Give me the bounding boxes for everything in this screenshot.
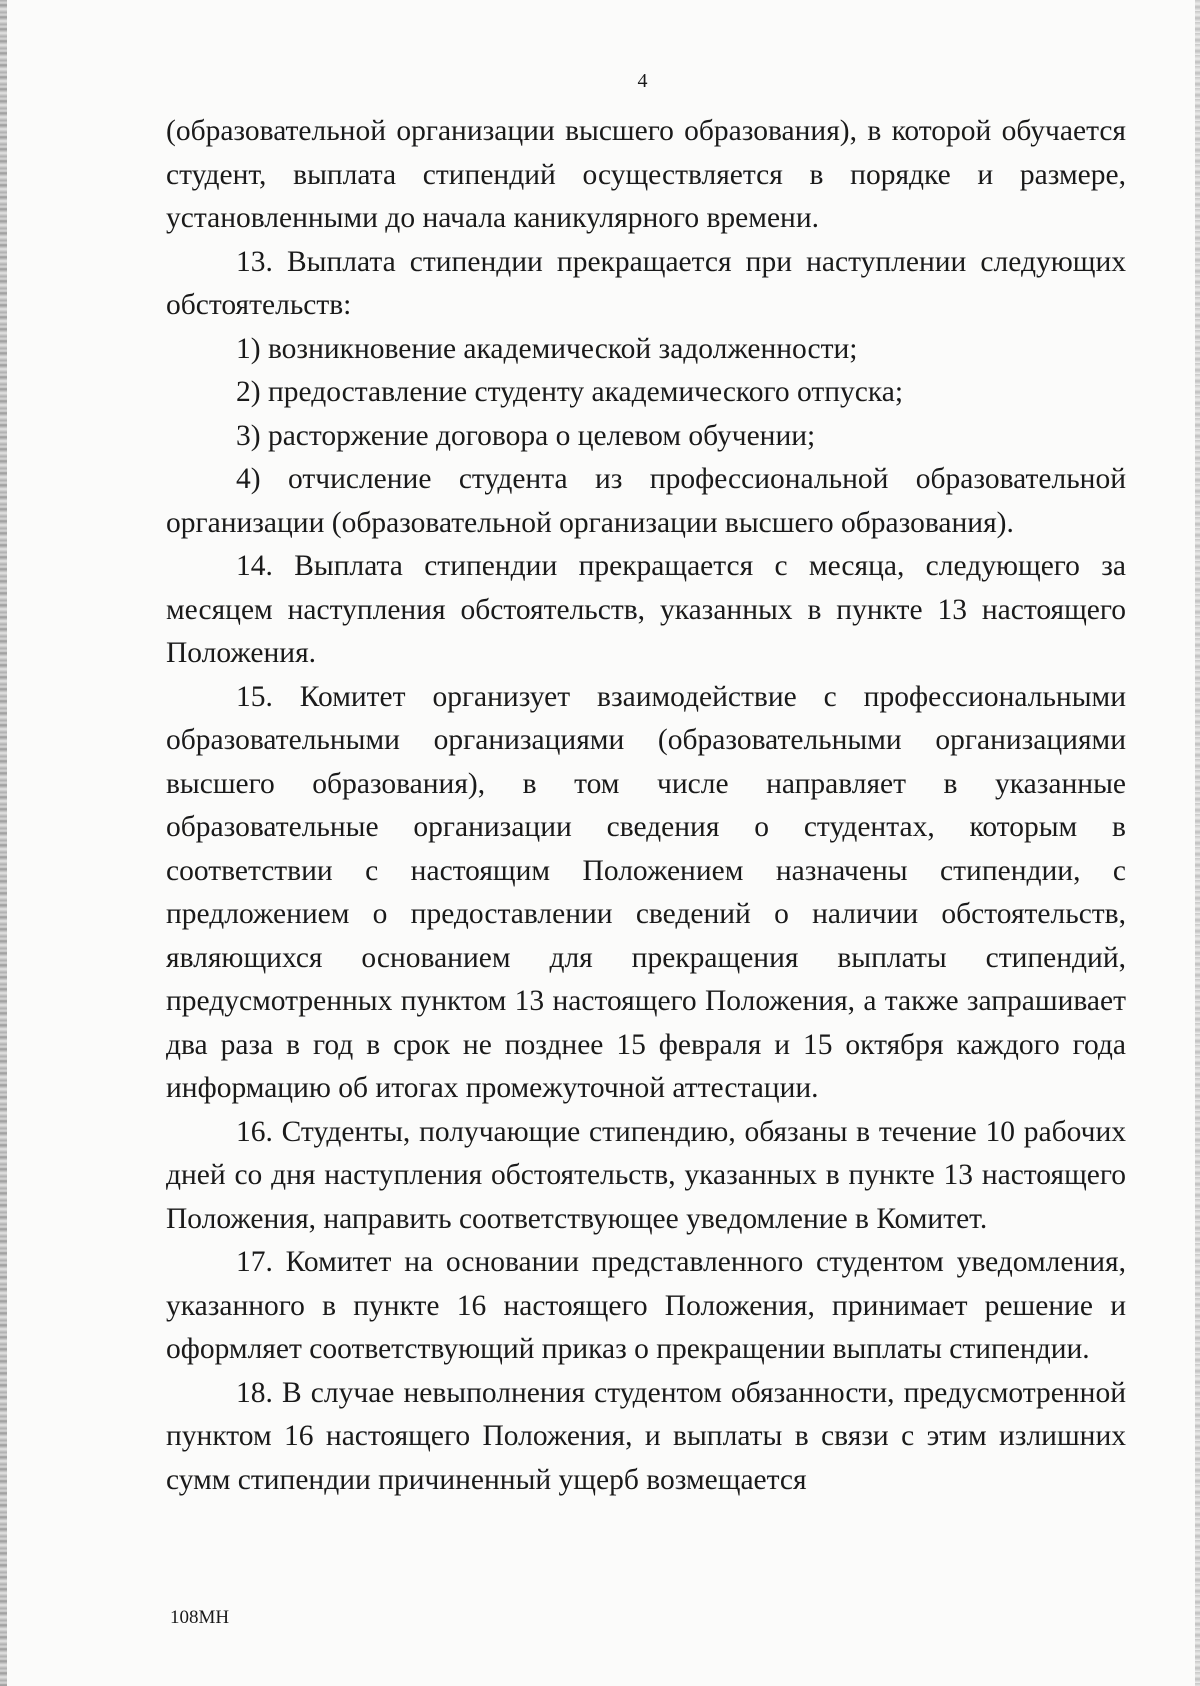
list-item-13-2: 2) предоставление студенту академического отпуска; bbox=[236, 376, 904, 408]
document-body bbox=[166, 110, 1126, 1502]
paragraph-17: 17. Комитет на основании представленного студентом уведомления, указанного в пункте 16 настоящего Положения, принимает решение и оформляет соответствующий приказ о прекращении выплаты стипендии. bbox=[166, 1246, 1126, 1365]
scan-edge-right bbox=[1195, 0, 1200, 1686]
paragraph-15: 15. Комитет организует взаимодействие с профессиональными образовательными организациями (образовательными организациями высшего образования), в том числе направляет в указанные образовательные организации сведения о студентах, которым в соответствии с настоящим Положением назначены стипендии, с предложением о предоставлении сведений о наличии обстоятельств, являющихся основанием для прекращения выплаты стипендий, предусмотренных пунктом 13 настоящего Положения, а также запрашивает два раза в год в срок не позднее 15 февраля и 15 октября каждого года информацию об итогах промежуточной аттестации. bbox=[166, 680, 1126, 1104]
page-number: 4 bbox=[637, 70, 648, 92]
paragraph-continuation: (образовательной организации высшего образования), в которой обучается студент, выплата стипендий осуществляется в порядке и размере, установленными до начала каникулярного времени. bbox=[166, 115, 1126, 234]
scan-edge-left bbox=[0, 0, 7, 1686]
list-item-13-1: 1) возникновение академической задолженности; bbox=[236, 332, 858, 365]
paragraph-18: 18. В случае невыполнения студентом обязанности, предусмотренной пунктом 16 настоящего Положения, и выплаты в связи с этим излишних сумм стипендии причиненный ущерб возмещается bbox=[166, 1376, 1126, 1496]
footer-document-code: 108МН bbox=[170, 1607, 230, 1628]
paragraph-14: 14. Выплата стипендии прекращается с месяца, следующего за месяцем наступления обстоятельств, указанных в пункте 13 настоящего Положения. bbox=[166, 550, 1126, 669]
paragraph-16: 16. Студенты, получающие стипендию, обязаны в течение 10 рабочих дней со дня наступления обстоятельств, указанных в пункте 13 настоящего Положения, направить соответствующее уведомление в Комитет. bbox=[166, 1115, 1126, 1235]
list-item-13-3: 3) расторжение договора о целевом обучении; bbox=[236, 419, 816, 452]
list-item-13-4: 4) отчисление студента из профессиональной образовательной организации (образовательной организации высшего образования). bbox=[166, 463, 1126, 539]
paragraph-13: 13. Выплата стипендии прекращается при наступлении следующих обстоятельств: bbox=[166, 245, 1126, 321]
